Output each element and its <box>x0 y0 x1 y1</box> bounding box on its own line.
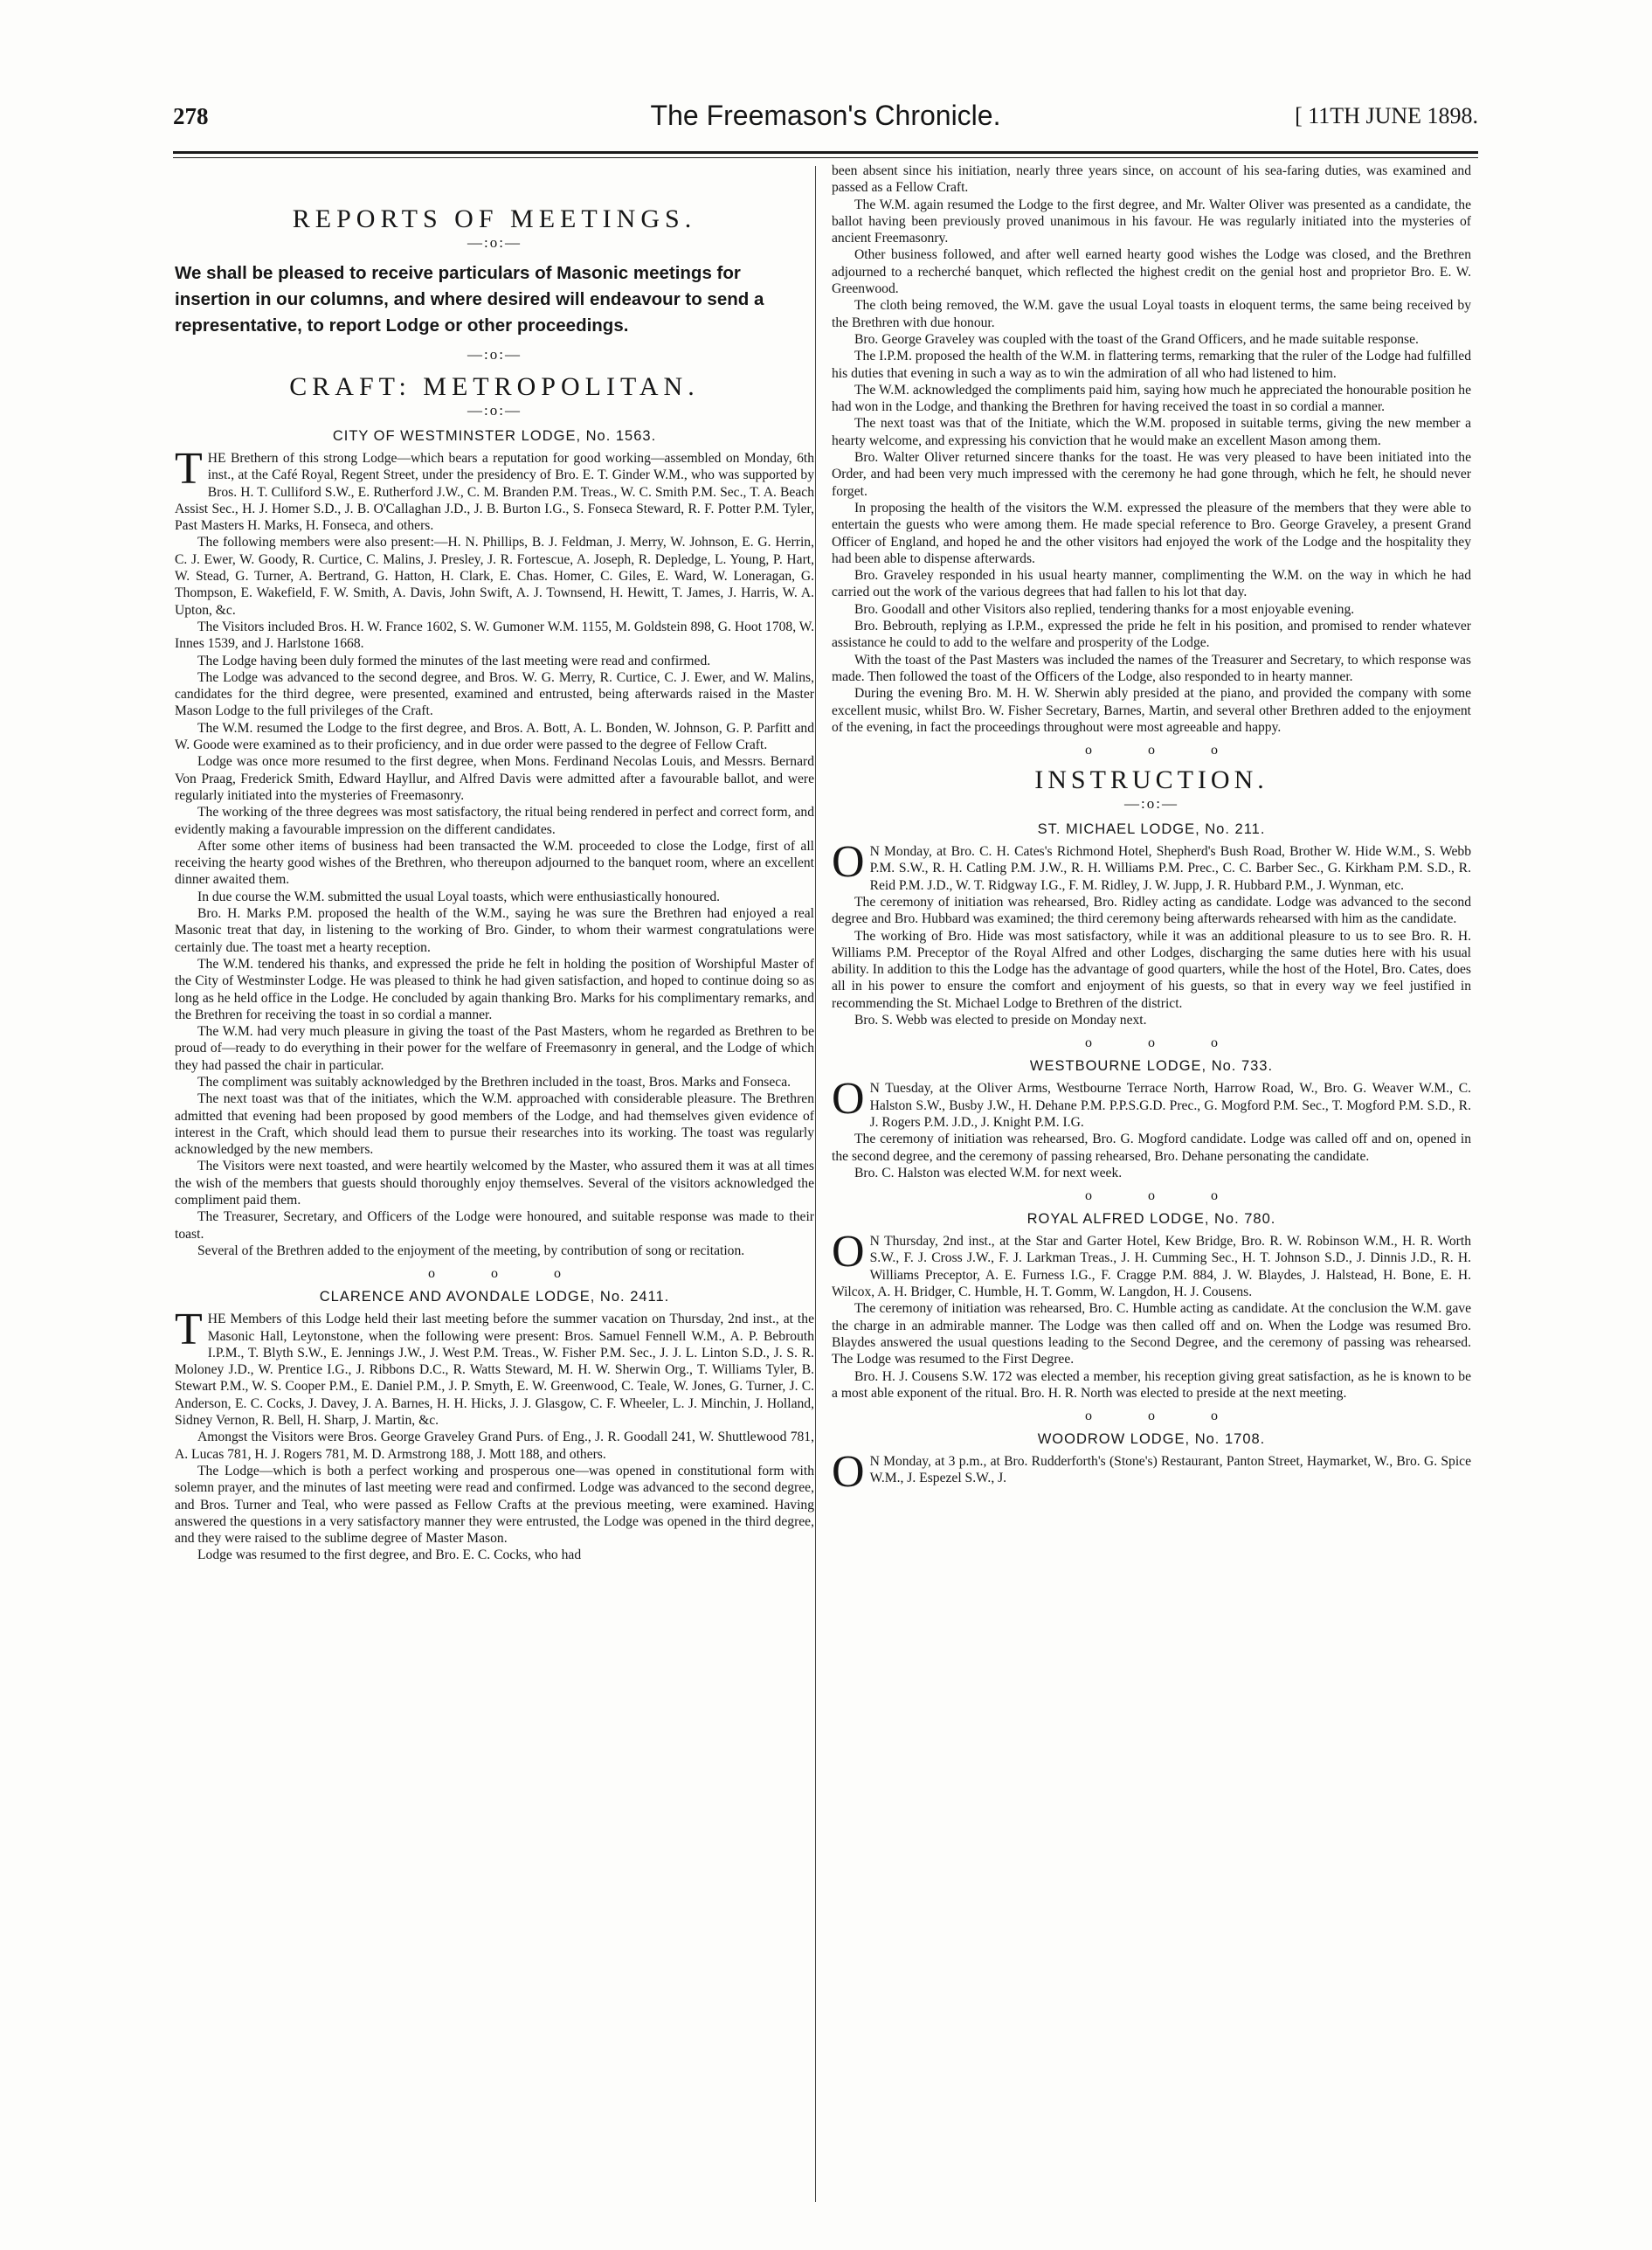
report-paragraph: The Visitors were next toasted, and were heartily welcomed by the Master, who assured them it was at all times the wish of the members that guests should thoroughly enjoy themselves. Several of the visitors acknowledged the compliment paid them. <box>175 1159 814 1208</box>
report-paragraph: The working of the three degrees was most satisfactory, the ritual being rendered in perfect and correct form, and evidently making a favourable impression on the different candidates. <box>175 805 814 837</box>
report-paragraph: O N Monday, at 3 p.m., at Bro. Rudderforth's (Stone's) Restaurant, Panton Street, Haymarket, W., Bro. G. Spice W.M., J. Espezel S.W., J. <box>832 1447 1471 1498</box>
ornament-divider: —:o:— <box>1124 795 1179 813</box>
lodge-report-continued <box>832 163 1471 736</box>
report-paragraph: Bro. C. Halston was elected W.M. for next week. <box>854 1165 1123 1180</box>
report-paragraph: The W.M. again resumed the Lodge to the first degree, and Mr. Walter Oliver was presented as a candidate, the ballot having been previously proved unanimous in his favour. He was regularly initiated into the mysteries of ancient Freemasonry. <box>832 197 1471 246</box>
drop-cap: O <box>832 1447 865 1498</box>
lodge-report <box>832 1227 1471 1402</box>
report-paragraph: The I.P.M. proposed the health of the W.M. in flattering terms, remarking that the ruler of the Lodge had fulfilled his duties that evening in such a way as to win the admiration of all who had listened to him. <box>832 349 1471 381</box>
report-paragraph: The ceremony of initiation was rehearsed, Bro. G. Mogford candidate. Lodge was called off and on, opened in the second degree, and the ceremony of passing rehearsed, Bro. Dehane personating the candidate. <box>832 1132 1471 1164</box>
report-paragraph: O N Tuesday, at the Oliver Arms, Westbourne Terrace North, Harrow Road, W., Bro. G. Weaver W.M., C. Halston S.W., Busby J.W., H. Dehane P.M. P.P.S.G.D. Prec., G. Mogford P.M. Sec., T. Mogford P.M. S.D., R. J. Rogers P.M. J.D., J. Knight P.M. I.G. <box>832 1074 1471 1130</box>
page-number: 278 <box>173 103 209 129</box>
report-paragraph: The Lodge—which is both a perfect working and prosperous one—was opened in constitutional form with solemn prayer, and the minutes of last meeting were read and confirmed. Lodge was advanced to the second degree, and Bros. Turner and Teal, who were passed as Fellow Crafts at the previous meeting, were examined. Having answered the questions in a very satisfactory manner they were entrusted, the Lodge was opened in the third degree, and they were raised to the sublime degree of Master Mason. <box>175 1463 814 1547</box>
header-rule <box>173 151 1478 154</box>
report-paragraph: The W.M. acknowledged the compliments paid him, saying how much he appreciated the honourable position he had won in the Lodge, and thanking the Brethren for having received the toast in so cordial a manner. <box>832 382 1471 415</box>
craft-metropolitan-heading: CRAFT: METROPOLITAN. <box>289 372 700 401</box>
issue-date: [ 11TH JUNE 1898. <box>1295 103 1478 128</box>
section-separator: o o o <box>1085 1409 1218 1424</box>
report-paragraph: Bro. H. J. Cousens S.W. 172 was elected a member, his reception giving great satisfaction, as he is known to be a most able exponent of the ritual. Bro. H. R. North was elected to preside at the next meeting. <box>832 1368 1471 1401</box>
report-paragraph: The next toast was that of the Initiate, which the W.M. proposed in suitable terms, giving the new member a hearty welcome, and expressing his conviction that he would make an excellent Mason among them. <box>832 416 1471 448</box>
report-paragraph: Amongst the Visitors were Bros. George Graveley Grand Purs. of Eng., J. R. Goodall 241, W. Shuttlewood 781, A. Lucas 781, H. J. Rogers 781, M. D. Armstrong 188, J. Mott 188, and others. <box>175 1430 814 1462</box>
lodge-report-title: ST. MICHAEL LODGE, No. 211. <box>1037 821 1266 838</box>
report-paragraph: been absent since his initiation, nearly three years since, on account of his sea-faring duties, was examined and passed as a Fellow Craft. <box>832 163 1471 196</box>
report-paragraph: After some other items of business had been transacted the W.M. proceeded to close the Lodge, first of all receiving the hearty good wishes of the Brethren, who thereupon adjourned to the banquet room, where an excellent dinner awaited them. <box>175 838 814 888</box>
report-paragraph: The W.M. resumed the Lodge to the first degree, and Bros. A. Bott, A. L. Bonden, W. Johnson, G. P. Parfitt and W. Goode were examined as to their proficiency, and in due order were passed to the degree of Fellow Craft. <box>175 720 814 753</box>
drop-cap: T <box>175 1305 203 1355</box>
report-paragraph: The following members were also present:—H. N. Phillips, B. J. Feldman, J. Merry, W. Johnson, E. G. Herrin, C. J. Ewer, W. Goody, R. Curtice, C. Malins, J. Presley, J. R. Fortescue, A. Joseph, R. Depledge, L. Young, P. Hart, W. Stead, G. Turner, A. Bertrand, G. Hatton, H. Clark, E. Chas. Homer, C. Giles, E. Ward, W. Loneragan, G. Thompson, E. Wakefield, F. W. Smith, A. Davis, John Swift, A. J. Townsend, H. Hewitt, T. James, J. Harris, W. A. Upton, &c. <box>175 535 814 618</box>
report-paragraph: The ceremony of initiation was rehearsed, Bro. C. Humble acting as candidate. At the conclusion the W.M. gave the charge in an admirable manner. The Lodge was then called off and on. When the Lodge was resumed Bro. Blaydes answered the usual questions leading to the Second Degree, and the ceremony of passing was rehearsed. The Lodge was resumed to the First Degree. <box>832 1301 1471 1367</box>
section-separator: o o o <box>1085 1035 1218 1051</box>
lodge-report-title: WESTBOURNE LODGE, No. 733. <box>1029 1058 1274 1075</box>
report-paragraph: The Visitors included Bros. H. W. France 1602, S. W. Gumoner W.M. 1155, M. Goldstein 898, G. Hoot 1708, W. Innes 1539, and J. Harlstone 1668. <box>175 619 814 652</box>
left-column <box>175 163 814 2216</box>
drop-cap: T <box>175 444 203 494</box>
drop-cap: O <box>832 1074 865 1125</box>
editorial-notice: We shall be pleased to receive particulars of Masonic meetings for insertion in our columns, and where desired will endeavour to send a representative, to report Lodge or other proceedings. <box>175 263 764 336</box>
lodge-report-title: WOODROW LODGE, No. 1708. <box>1037 1431 1266 1448</box>
column-divider <box>815 166 816 2202</box>
report-paragraph: Other business followed, and after well earned hearty good wishes the Lodge was closed, and the Brethren adjourned to a recherché banquet, which reflected the highest credit on the genial host and proprietor Bro. E. W. Greenwood. <box>832 247 1471 297</box>
lodge-report-title: CLARENCE AND AVONDALE LODGE, No. 2411. <box>319 1289 670 1305</box>
report-paragraph: During the evening Bro. M. H. W. Sherwin ably presided at the piano, and provided the company with some excellent music, whilst Bro. W. Fisher Secretary, Barnes, Martin, and several other Brethren added to the enjoyment of the evening, in fact the proceedings throughout were most agreeable and happy. <box>832 686 1471 735</box>
report-paragraph: THE Members of this Lodge held their last meeting before the summer vacation on Thursday, 2nd inst., at the Masonic Hall, Leytonstone, when the following were present: Bros. Samuel Fennell W.M., A. P. Bebrouth I.P.M., T. Blyth S.W., E. Jennings J.W., J. West P.M. Treas., W. Fisher P.M. Sec., J. J. L. Linton S.D., J. S. R. Moloney J.D., W. Prentice I.G., J. Ribbons D.C., R. Watts Steward, M. H. W. Sherwin Org., T. Williams Tyler, B. Stewart P.M., W. S. Cooper P.M., E. Daniel P.M., J. P. Smyth, E. W. Greenwood, C. Teale, W. Jones, G. Turner, J. C. Anderson, E. C. Cocks, J. Davey, J. A. Barnes, H. H. Hicks, J. J. Glasgow, C. F. Wheeler, L. J. Minchin, J. Holland, Sidney Vernon, R. Bell, H. Sharp, J. Martin, &c. <box>175 1305 814 1429</box>
report-paragraph: Lodge was once more resumed to the first degree, when Mons. Ferdinand Necolas Louis, and Messrs. Bernard Von Praag, Frederick Smith, Edward Hayllur, and Alfred Davis were admitted after a favourable ballot, and were regularly initiated into the mysteries of Freemasonry. <box>175 754 814 803</box>
report-paragraph: Bro. H. Marks P.M. proposed the health of the W.M., saying he was sure the Brethren had enjoyed a real Masonic treat that day, in listening to the working of Bro. Ginder, to whom their warmest congratulations were certainly due. The toast met a hearty reception. <box>175 906 814 955</box>
report-paragraph: The Treasurer, Secretary, and Officers of the Lodge were honoured, and suitable response was made to their toast. <box>175 1209 814 1242</box>
drop-cap: O <box>832 1227 865 1277</box>
report-paragraph: The compliment was suitably acknowledged by the Brethren included in the toast, Bros. Marks and Fonseca. <box>197 1074 791 1090</box>
report-paragraph: THE Brethern of this strong Lodge—which bears a reputation for good working—assembled on Monday, 6th inst., at the Café Royal, Regent Street, under the presidency of Bro. E. T. Ginder W.M., who was supported by Bros. H. T. Culliford S.W., E. Rutherford J.W., C. M. Branden P.M. Treas., W. C. Smith P.M. Sec., T. A. Beach Assist Sec., H. J. Homer S.D., J. B. O'Callaghan J.D., J. B. Burton I.G., S. Fonseca Steward, R. F. Potter P.M. Tyler, Past Masters H. Marks, H. Fonseca, and others. <box>175 444 814 534</box>
lodge-report <box>832 837 1471 1028</box>
lodge-report <box>832 1447 1471 1498</box>
right-column <box>832 163 1471 2203</box>
lodge-report <box>175 1305 814 1563</box>
report-paragraph: Bro. Bebrouth, replying as I.P.M., expressed the pride he felt in his position, and promised to render whatever assistance he could to add to the welfare and prosperity of the Lodge. <box>832 619 1471 651</box>
report-paragraph: Bro. S. Webb was elected to preside on Monday next. <box>854 1013 1147 1028</box>
section-separator: o o o <box>1085 743 1218 758</box>
reports-heading: REPORTS OF MEETINGS. <box>292 204 697 233</box>
drop-cap: O <box>832 837 865 888</box>
report-paragraph: Several of the Brethren added to the enjoyment of the meeting, by contribution of song or recitation. <box>197 1243 745 1258</box>
report-paragraph: Bro. Goodall and other Visitors also replied, tendering thanks for a most enjoyable evening. <box>854 601 1355 617</box>
ornament-divider: —:o:— <box>467 234 522 251</box>
instruction-heading: INSTRUCTION. <box>1034 765 1268 795</box>
lodge-report <box>175 444 814 1259</box>
ornament-divider: —:o:— <box>467 402 522 419</box>
lodge-report-title: CITY OF WESTMINSTER LODGE, No. 1563. <box>332 428 657 444</box>
report-paragraph: The ceremony of initiation was rehearsed, Bro. Ridley acting as candidate. Lodge was advanced to the second degree and Bro. Hubbard was examined; the third ceremony being afterwards rehearsed with him as the candidate. <box>832 894 1471 927</box>
report-paragraph: Bro. Graveley responded in his usual hearty manner, complimenting the W.M. on the way in which he had carried out the work of the various degrees that had fallen to his lot that day. <box>832 568 1471 600</box>
report-paragraph: O N Thursday, 2nd inst., at the Star and Garter Hotel, Kew Bridge, Bro. R. W. Robinson W.M., H. R. Worth S.W., F. J. Cross J.W., F. J. Larkman Treas., J. H. Cumming Sec., H. T. Johnson S.D., J. Dinnis J.D., R. H. Williams Preceptor, A. E. Furness I.G., F. Cragge P.M. 884, J. W. Blaydes, J. Halstead, H. Bone, E. H. Wilcox, A. H. Bridger, C. Humble, H. T. Gomm, W. Langdon, H. J. Cousens. <box>832 1227 1471 1300</box>
report-paragraph: With the toast of the Past Masters was included the names of the Treasurer and Secretary, to which response was made. Then followed the toast of the Officers of the Lodge, also responded to in hearty manner. <box>832 652 1471 684</box>
section-separator: o o o <box>1085 1188 1218 1204</box>
report-paragraph: O N Monday, at Bro. C. H. Cates's Richmond Hotel, Shepherd's Bush Road, Brother W. Hide W.M., S. Webb P.M. S.W., R. H. Catling P.M. J.W., R. H. Williams P.M. Prec., C. C. Barber Sec., G. Kirkham P.M. S.D., R. Reid P.M. J.D., W. T. Ridgway I.G., F. M. Ridley, J. W. Jupp, J. R. Hubbard P.M., J. Wynman, etc. <box>832 837 1471 893</box>
ornament-divider: —:o:— <box>467 346 522 363</box>
lodge-report <box>832 1074 1471 1181</box>
header-rule-thin <box>173 157 1478 158</box>
report-paragraph: In due course the W.M. submitted the usual Loyal toasts, which were enthusiastically honoured. <box>197 889 721 904</box>
masthead-title: The Freemason's Chronicle. <box>650 100 1001 131</box>
report-paragraph: Bro. Walter Oliver returned sincere thanks for the toast. He was very pleased to have been initiated into the Order, and had been very much impressed with the ceremony he had gone through, which he felt, he should never forget. <box>832 450 1471 499</box>
page-header <box>173 100 1478 152</box>
report-paragraph: The W.M. had very much pleasure in giving the toast of the Past Masters, whom he regarded as Brethren to be proud of—ready to do everything in their power for the welfare of Freemasonry in general, and the Lodge of which they had passed the chair in particular. <box>175 1024 814 1073</box>
report-paragraph: The Lodge was advanced to the second degree, and Bros. W. G. Merry, R. Curtice, C. J. Ewer, and W. Malins, candidates for the third degree, were presented, examined and entrusted, being afterwards raised in the Master Mason Lodge to the full privileges of the Craft. <box>175 669 814 719</box>
section-separator: o o o <box>428 1266 561 1282</box>
report-paragraph: The W.M. tendered his thanks, and expressed the pride he felt in holding the position of Worshipful Master of the City of Westminster Lodge. He was pleased to think he had given satisfaction, and hoped to continue doing so as long as he held office in the Lodge. He concluded by again thanking Bro. Marks for his complimentary remarks, and the Brethren for receiving the toast in so cordial a manner. <box>175 956 814 1022</box>
report-paragraph: In proposing the health of the visitors the W.M. expressed the pleasure of the members that they were able to entertain the guests who were among them. He made special reference to Bro. George Graveley, a present Grand Officer of England, and hoped he and the other visitors had enjoyed the work of the Lodge and the hospitality they had been able to dispense afterwards. <box>832 500 1471 566</box>
report-paragraph: Lodge was resumed to the first degree, and Bro. E. C. Cocks, who had <box>197 1547 582 1563</box>
report-paragraph: The next toast was that of the initiates, which the W.M. approached with considerable pleasure. The Brethren admitted that evening had been proposed by good members of the Lodge, and had themselves given evidence of interest in the Craft, which should lead them to pursue their researches into its working. The toast was regularly acknowledged by the new members. <box>175 1091 814 1158</box>
report-paragraph: Bro. George Graveley was coupled with the toast of the Grand Officers, and he made suitable response. <box>854 331 1419 347</box>
report-paragraph: The cloth being removed, the W.M. gave the usual Loyal toasts in eloquent terms, the same being received by the Brethren with due honour. <box>832 298 1471 330</box>
lodge-report-title: ROYAL ALFRED LODGE, No. 780. <box>1026 1211 1276 1228</box>
report-paragraph: The working of Bro. Hide was most satisfactory, while it was an additional pleasure to us to see Bro. R. H. Williams P.M. Preceptor of the Royal Alfred and other Lodges, discharging the same duties here with his usual ability. In addition to this the Lodge has the advantage of good quarters, while the host of the Hotel, Bro. Cates, does all in his power to ensure the comfort and enjoyment of his guests, so that in every way we feel justified in recommending the St. Michael Lodge to Brethren of the district. <box>832 928 1471 1011</box>
report-paragraph: The Lodge having been duly formed the minutes of the last meeting were read and confirmed. <box>197 653 711 668</box>
